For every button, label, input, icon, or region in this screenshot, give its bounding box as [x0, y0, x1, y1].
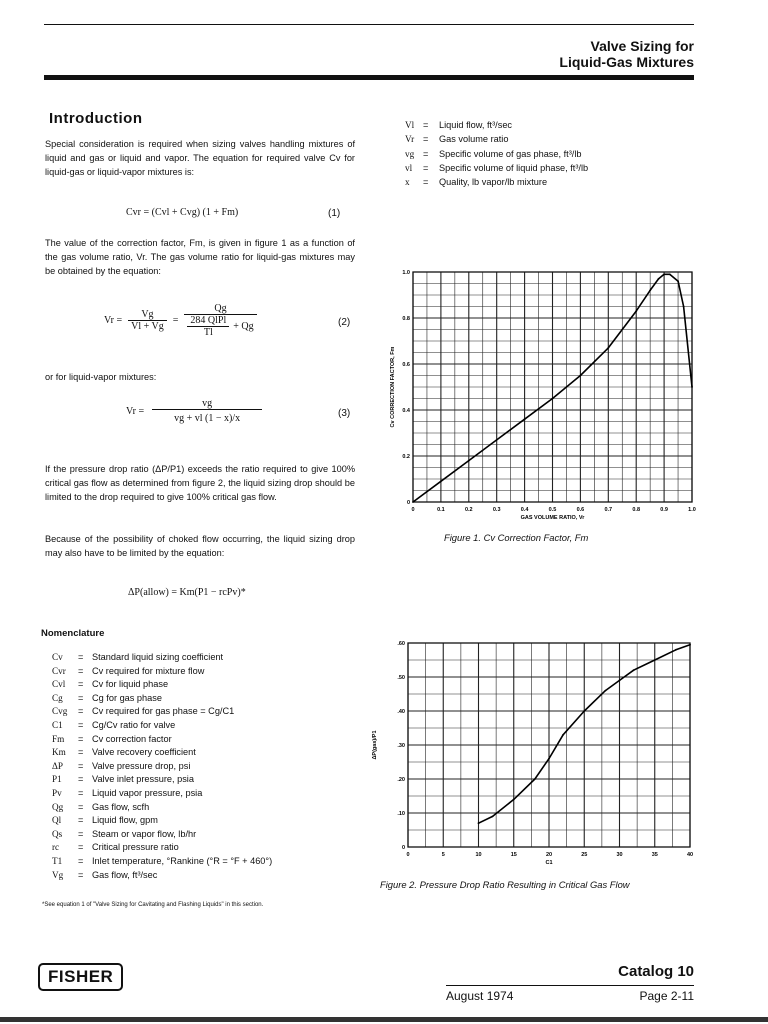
x-tick-label: 0: [411, 507, 415, 513]
nomenclature-symbol: Cvr: [52, 665, 66, 676]
nomenclature-row: [52, 760, 272, 774]
nomenclature-symbol: Cvg: [52, 706, 68, 717]
nomenclature-row: [52, 692, 272, 706]
nomenclature-row: [52, 828, 272, 842]
data-point: [663, 273, 665, 275]
variable-symbol: x: [405, 177, 410, 188]
nomenclature-row: [52, 733, 272, 747]
eq3-numerator: vg: [152, 398, 262, 410]
data-point: [524, 418, 526, 420]
data-point: [478, 822, 480, 824]
fisher-logo: FISHER: [38, 963, 123, 991]
nomenclature-definition: Gas flow, ft³/sec: [92, 869, 158, 880]
nomenclature-row: [52, 801, 272, 815]
data-point: [619, 680, 621, 682]
variable-equals: =: [423, 120, 429, 130]
header-top-rule: [44, 24, 694, 25]
data-point: [691, 386, 693, 388]
page-title-line2: Liquid-Gas Mixtures: [559, 54, 694, 70]
variable-symbol: vl: [405, 162, 413, 173]
nomenclature-equals: =: [78, 652, 84, 662]
catalog-label: Catalog 10: [618, 963, 694, 980]
figure-2-chart: [362, 635, 707, 875]
y-tick-label: .20: [397, 777, 405, 783]
figure-1-caption: Figure 1. Cv Correction Factor, Fm: [444, 532, 589, 543]
equation-2-fraction-2: [184, 303, 256, 338]
x-tick-label: 0.2: [464, 507, 473, 513]
header-thick-rule: [44, 75, 694, 80]
data-point: [605, 690, 607, 692]
bottom-edge-band: [0, 1017, 768, 1022]
data-point: [635, 310, 637, 312]
nomenclature-symbol: rc: [52, 842, 60, 853]
y-tick-label: 0: [406, 500, 410, 506]
nomenclature-symbol: C1: [52, 719, 63, 730]
nomenclature-row: [52, 855, 272, 869]
y-tick-label: 0.8: [402, 316, 410, 322]
intro-heading: Introduction: [49, 110, 143, 127]
nomenclature-definition: Valve recovery coefficient: [92, 747, 196, 758]
variable-equals: =: [423, 162, 429, 173]
x-tick-label: 40: [686, 852, 694, 858]
nomenclature-symbol: Qg: [52, 801, 64, 812]
variable-row: [405, 175, 588, 189]
nomenclature-row: [52, 773, 272, 787]
y-axis-label: Cv CORRECTION FACTOR, Fm: [390, 346, 396, 428]
nomenclature-equals: =: [78, 842, 84, 853]
variable-symbol: vg: [405, 148, 415, 159]
nomenclature-row: [52, 869, 272, 883]
nomenclature-definition: Standard liquid sizing coefficient: [92, 652, 224, 662]
x-tick-label: 0.1: [437, 507, 445, 513]
nomenclature-symbol: ΔP: [52, 760, 64, 771]
publication-date: August 1974: [446, 989, 514, 1003]
nomenclature-definition: Cv for liquid phase: [92, 679, 169, 690]
y-axis-label: ΔP(gas)/P1: [372, 730, 378, 760]
variable-symbol: Vl: [405, 120, 415, 130]
data-point: [583, 710, 585, 712]
x-tick-label: 0: [406, 852, 410, 858]
nomenclature-row: [52, 787, 272, 801]
nomenclature-equals: =: [78, 855, 84, 866]
nomenclature-symbol: Cg: [52, 692, 63, 703]
page-number: Page 2-11: [639, 989, 694, 1003]
nomenclature-row: [52, 665, 272, 679]
nomenclature-row: [52, 841, 272, 855]
nomenclature-equals: =: [78, 679, 84, 690]
nomenclature-equals: =: [78, 665, 84, 676]
x-tick-label: 35: [651, 852, 658, 858]
equation-2-equals: =: [172, 315, 179, 326]
equation-2-lhs: Vr =: [104, 315, 123, 326]
variable-row: [405, 118, 588, 132]
data-point: [496, 439, 498, 441]
variable-equals: =: [423, 177, 429, 188]
equation-2-fraction-1: [128, 309, 167, 332]
variable-definition: Gas volume ratio: [439, 134, 509, 145]
eq2-inner-numerator: 284 QlPl: [187, 315, 229, 327]
y-tick-label: .30: [397, 743, 405, 749]
variable-row: [405, 132, 588, 146]
y-tick-label: .10: [397, 811, 405, 817]
data-point: [658, 278, 660, 280]
data-point: [534, 778, 536, 780]
nomenclature-row: [52, 705, 272, 719]
eq2-plus-qg: + Qg: [233, 321, 254, 332]
figure-1-chart: [378, 262, 708, 527]
nomenclature-definition: Liquid flow, gpm: [92, 815, 158, 826]
nomenclature-definition: Valve pressure drop, psi: [92, 760, 191, 771]
right-variable-list: [405, 118, 588, 189]
nomenclature-title: Nomenclature: [41, 628, 105, 639]
nomenclature-row: [52, 746, 272, 760]
eq2-f1-denominator: Vl + Vg: [131, 321, 164, 332]
nomenclature-row: [52, 814, 272, 828]
x-tick-label: 5: [441, 852, 445, 858]
x-tick-label: 0.7: [604, 507, 613, 513]
variable-definition: Quality, lb vapor/lb mixture: [439, 177, 548, 188]
eq2-f2-numerator: Qg: [184, 303, 256, 315]
y-tick-label: .60: [397, 641, 405, 647]
x-tick-label: 20: [545, 852, 553, 858]
variable-definition: Liquid flow, ft³/sec: [439, 120, 513, 130]
nomenclature-symbol: Pv: [52, 787, 62, 798]
x-tick-label: 10: [475, 852, 482, 858]
nomenclature-equals: =: [78, 706, 84, 717]
nomenclature-equals: =: [78, 801, 84, 812]
equation-1-number: (1): [328, 208, 341, 219]
nomenclature-definition: Gas flow, scfh: [92, 801, 150, 812]
eq3-denominator: vg + vl (1 − x)/x: [174, 413, 241, 424]
variable-equals: =: [423, 148, 429, 159]
data-point: [675, 649, 677, 651]
data-point: [562, 734, 564, 736]
data-point: [633, 669, 635, 671]
data-point: [649, 290, 651, 292]
nomenclature-definition: Cg for gas phase: [92, 692, 162, 703]
equation-3-number: (3): [338, 408, 351, 419]
variable-symbol: Vr: [405, 134, 415, 145]
nomenclature-list: [52, 651, 272, 882]
x-axis-label: C1: [545, 860, 553, 866]
intro-paragraph-5: Because of the possibility of choked flow occurring, the liquid sizing drop may also have to be limited by the equation:: [45, 534, 355, 558]
y-tick-label: 0.2: [402, 454, 410, 460]
figure-2-caption: Figure 2. Pressure Drop Ratio Resulting in Critical Gas Flow: [380, 879, 630, 890]
nomenclature-definition: Cg/Cv ratio for valve: [92, 719, 176, 730]
nomenclature-equals: =: [78, 828, 84, 839]
nomenclature-symbol: Cvl: [52, 679, 66, 690]
nomenclature-symbol: Vg: [52, 869, 64, 880]
x-tick-label: 1.0: [688, 507, 696, 513]
nomenclature-equals: =: [78, 719, 84, 730]
nomenclature-definition: Valve inlet pressure, psia: [92, 774, 194, 785]
nomenclature-definition: Steam or vapor flow, lb/hr: [92, 828, 197, 839]
intro-paragraph-3: or for liquid-vapor mixtures:: [45, 372, 157, 382]
x-tick-label: 25: [581, 852, 588, 858]
data-point: [683, 306, 685, 308]
variable-row: [405, 147, 588, 161]
x-tick-label: 0.4: [520, 507, 529, 513]
x-tick-label: 0.8: [632, 507, 641, 513]
x-axis-label: GAS VOLUME RATIO, Vr: [520, 515, 585, 521]
eq2-inner-denominator: Tl: [203, 327, 213, 338]
equation-2-number: (2): [338, 317, 351, 328]
x-tick-label: 0.6: [576, 507, 585, 513]
nomenclature-definition: Liquid vapor pressure, psia: [92, 787, 203, 798]
nomenclature-definition: Cv required for mixture flow: [92, 665, 205, 676]
y-tick-label: .50: [397, 675, 405, 681]
page-title-line1: Valve Sizing for: [590, 38, 694, 54]
nomenclature-symbol: Km: [52, 747, 66, 758]
data-point: [677, 280, 679, 282]
nomenclature-row: [52, 651, 272, 665]
eq2-f1-numerator: Vg: [128, 309, 167, 321]
nomenclature-row: [52, 719, 272, 733]
nomenclature-equals: =: [78, 747, 84, 758]
data-point: [669, 273, 671, 275]
variable-equals: =: [423, 134, 429, 145]
y-tick-label: .40: [397, 709, 405, 715]
footer-top-rule: [446, 985, 694, 986]
nomenclature-equals: =: [78, 787, 84, 798]
data-point: [689, 644, 691, 646]
equation-3: [126, 398, 262, 424]
x-tick-label: 0.9: [660, 507, 668, 513]
x-tick-label: 0.3: [492, 507, 501, 513]
equation-3-fraction: [152, 398, 262, 424]
equation-2: [104, 303, 257, 338]
y-tick-label: 0.4: [402, 408, 410, 414]
nomenclature-definition: Cv correction factor: [92, 733, 172, 744]
data-point: [580, 375, 582, 377]
y-tick-label: 0.6: [402, 362, 410, 368]
y-tick-label: 0: [401, 845, 405, 851]
data-point: [607, 347, 609, 349]
eq2-f2-denominator: [184, 315, 256, 338]
nomenclature-equals: =: [78, 733, 84, 744]
data-point: [412, 501, 414, 503]
equation-3-lhs: Vr =: [126, 405, 145, 417]
nomenclature-symbol: Qs: [52, 828, 63, 839]
nomenclature-symbol: P1: [52, 774, 62, 785]
nomenclature-equals: =: [78, 869, 84, 880]
data-point: [468, 460, 470, 462]
footnote: *See equation 1 of "Valve Sizing for Cavitating and Flashing Liquids" in this section.: [42, 902, 264, 908]
nomenclature-equals: =: [78, 774, 84, 785]
page-title: [559, 38, 694, 70]
intro-paragraph-4: If the pressure drop ratio (ΔP/P1) exceeds the ratio required to give 100% critical gas flow as determined from figure 2, the liquid sizing drop should be limited to the drop required to give 100% critical gas flow.: [45, 464, 355, 502]
nomenclature-equals: =: [78, 815, 84, 826]
data-point: [552, 398, 554, 400]
equation-4: ΔP(allow) = Km(P1 − rcPv)*: [128, 587, 246, 598]
data-point: [440, 480, 442, 482]
nomenclature-symbol: T1: [52, 855, 63, 866]
intro-paragraph-2: The value of the correction factor, Fm, is given in figure 1 as a function of the gas volume ratio, Vr. The gas volume ratio for liquid-gas mixtures may be obtained by the equation:: [45, 238, 355, 276]
nomenclature-equals: =: [78, 692, 84, 703]
y-tick-label: 1.0: [402, 270, 410, 276]
x-tick-label: 15: [510, 852, 517, 858]
nomenclature-definition: Critical pressure ratio: [92, 842, 179, 853]
equation-1: Cvr = (Cvl + Cvg) (1 + Fm): [126, 207, 239, 218]
nomenclature-equals: =: [78, 760, 84, 771]
nomenclature-definition: Cv required for gas phase = Cg/C1: [92, 706, 235, 717]
intro-paragraph-1: Special consideration is required when sizing valves handling mixtures of liquid and gas or liquid and vapor. The equation for required valve Cv for liquid-gas or liquid-vapor mixtures is:: [45, 139, 355, 177]
x-tick-label: 30: [616, 852, 623, 858]
data-point: [654, 659, 656, 661]
eq2-f2-inner-fraction: [187, 315, 229, 338]
variable-definition: Specific volume of liquid phase, ft³/lb: [439, 162, 589, 173]
nomenclature-symbol: Fm: [52, 733, 65, 744]
data-point: [548, 758, 550, 760]
data-point: [513, 799, 515, 801]
x-tick-label: 0.5: [548, 507, 557, 513]
variable-row: [405, 161, 588, 175]
nomenclature-definition: Inlet temperature, °Rankine (°R = °F + 460°): [92, 855, 273, 866]
nomenclature-symbol: Ql: [52, 815, 62, 826]
data-point: [492, 816, 494, 818]
variable-definition: Specific volume of gas phase, ft³/lb: [439, 148, 582, 159]
nomenclature-row: [52, 678, 272, 692]
nomenclature-symbol: Cv: [52, 652, 63, 662]
